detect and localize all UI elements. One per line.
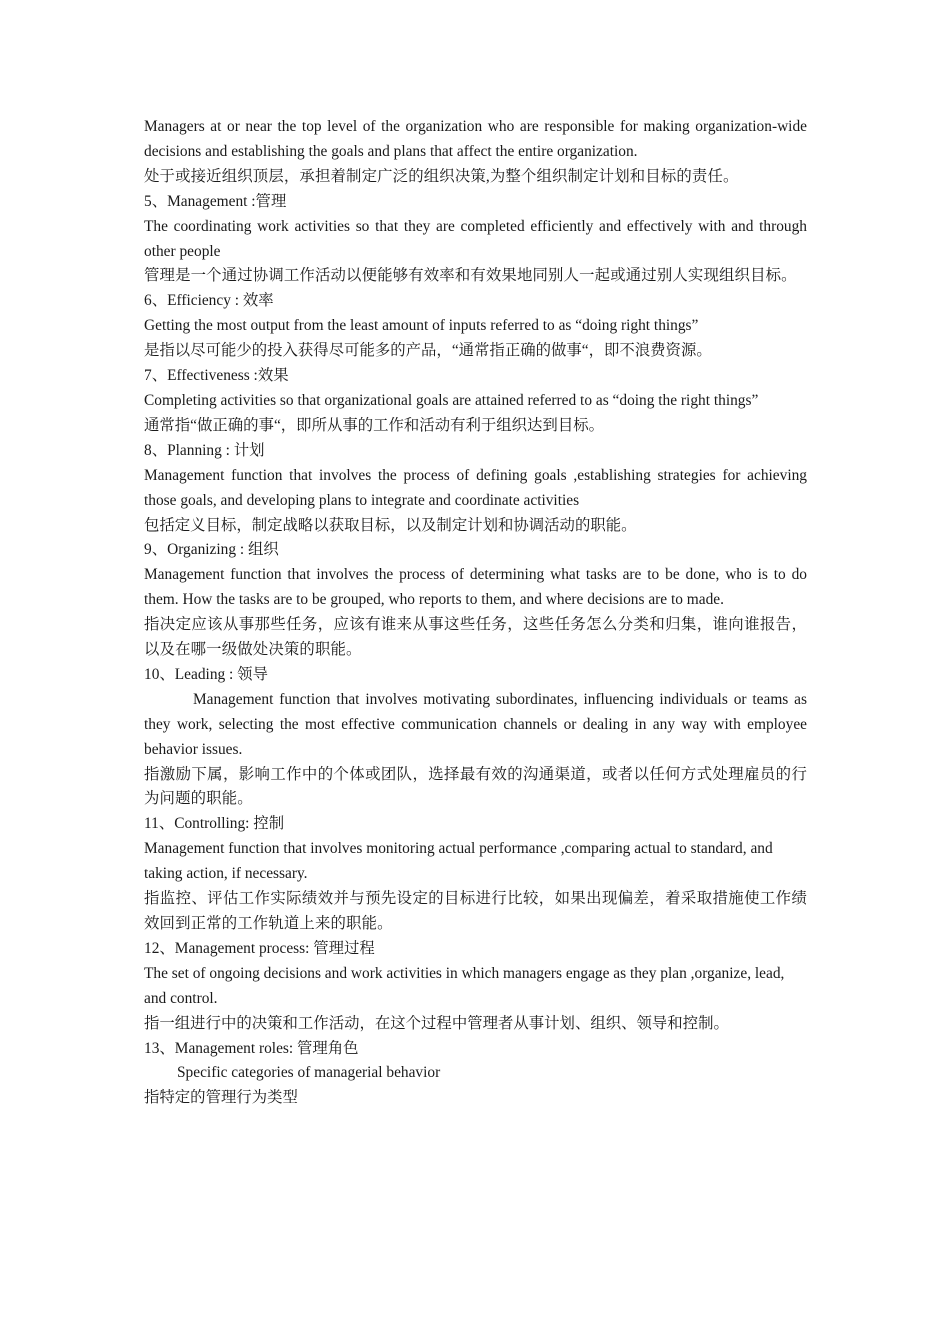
paragraph-management-zh: 管理是一个通过协调工作活动以便能够有效率和有效果地同别人一起或通过别人实现组织目标。 xyxy=(144,267,797,285)
paragraph-planning-en: Management function that involves the process of defining goals ,establishing strategies for achieving those goals, and developing plans to integrate and coordinate activities xyxy=(144,466,807,509)
document-page xyxy=(144,115,807,1111)
paragraph-effectiveness-en: Completing activities so that organizational goals are attained referred to as “doing the right things” xyxy=(144,391,759,409)
heading-controlling: 11、Controlling: 控制 xyxy=(144,815,285,833)
heading-management: 5、Management :管理 xyxy=(144,192,287,210)
paragraph-management-process-zh: 指一组进行中的决策和工作活动，在这个过程中管理者从事计划、组织、领导和控制。 xyxy=(144,1014,729,1032)
paragraph-top-managers-en: Managers at or near the top level of the organization who are responsible for making organization-wide decisions and establishing the goals and plans that affect the entire organization. xyxy=(144,118,807,160)
paragraph-efficiency-zh: 是指以尽可能少的投入获得尽可能多的产品，“通常指正确的做事“，即不浪费资源。 xyxy=(144,342,712,360)
paragraph-controlling-zh: 指监控、评估工作实际绩效并与预先设定的目标进行比较，如果出现偏差，着采取措施使工作绩效回到正常的工作轨道上来的职能。 xyxy=(144,890,807,932)
paragraph-controlling-en: Management function that involves monitoring actual performance ,comparing actual to standard, and taking action, if necessary. xyxy=(144,840,773,883)
heading-effectiveness: 7、Effectiveness :效果 xyxy=(144,367,289,385)
heading-management-process: 12、Management process: 管理过程 xyxy=(144,939,375,957)
heading-organizing: 9、Organizing : 组织 xyxy=(144,541,279,559)
paragraph-organizing-en: Management function that involves the process of determining what tasks are to be done, who is to do them. How the tasks are to be grouped, who reports to them, and where decisions are to made. xyxy=(144,566,807,609)
paragraph-management-process-en: The set of ongoing decisions and work activities in which managers engage as they plan ,organize, lead, and control. xyxy=(144,964,785,1007)
paragraph-leading-zh: 指激励下属，影响工作中的个体或团队，选择最有效的沟通渠道，或者以任何方式处理雇员的行为问题的职能。 xyxy=(144,765,807,808)
paragraph-leading-en: Management function that involves motivating subordinates, influencing individuals or teams as they work, selecting the most effective communication channels or dealing in any way with employee behavior issues. xyxy=(144,690,807,758)
paragraph-top-managers-zh: 处于或接近组织顶层，承担着制定广泛的组织决策,为整个组织制定计划和目标的责任。 xyxy=(144,167,739,185)
paragraph-effectiveness-zh: 通常指“做正确的事“，即所从事的工作和活动有利于组织达到目标。 xyxy=(144,416,604,434)
paragraph-planning-zh: 包括定义目标，制定战略以获取目标，以及制定计划和协调活动的职能。 xyxy=(144,516,637,534)
paragraph-management-en: The coordinating work activities so that they are completed efficiently and effectively with and through other people xyxy=(144,217,807,260)
paragraph-management-roles-en: Specific categories of managerial behavior xyxy=(177,1064,441,1082)
paragraph-management-roles-zh: 指特定的管理行为类型 xyxy=(144,1089,298,1107)
heading-planning: 8、Planning : 计划 xyxy=(144,441,265,459)
heading-efficiency: 6、Efficiency : 效率 xyxy=(144,292,274,310)
paragraph-organizing-zh: 指决定应该从事那些任务，应该有谁来从事这些任务，这些任务怎么分类和归集，谁向谁报告，以及在哪一级做处决策的职能。 xyxy=(144,616,807,659)
heading-leading: 10、Leading : 领导 xyxy=(144,665,268,683)
paragraph-efficiency-en: Getting the most output from the least amount of inputs referred to as “doing right things” xyxy=(144,317,699,335)
heading-management-roles: 13、Management roles: 管理角色 xyxy=(144,1039,359,1057)
